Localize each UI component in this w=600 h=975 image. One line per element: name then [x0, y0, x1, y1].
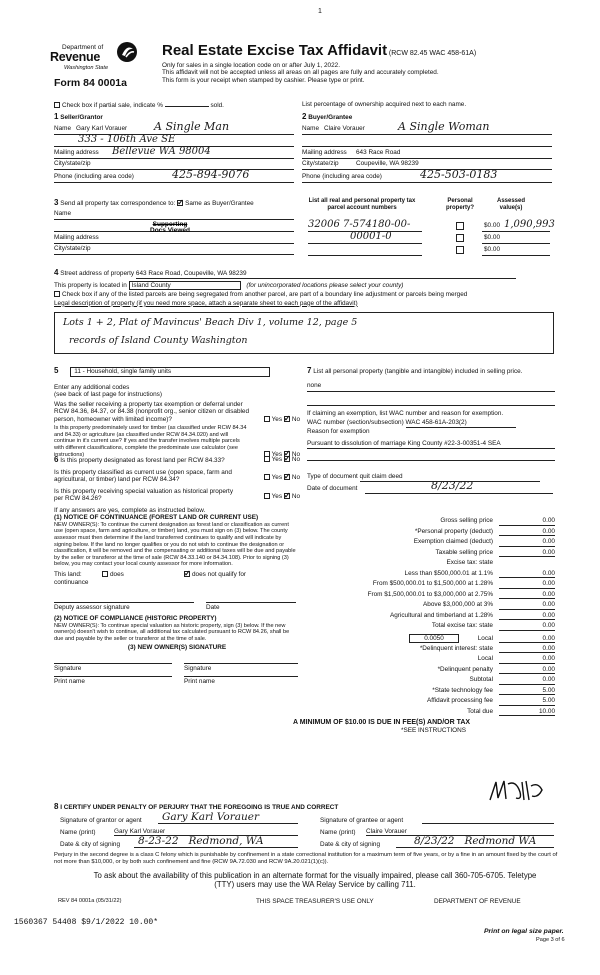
taxable-price-label: Taxable selling price — [435, 548, 493, 556]
personal-deduct-field[interactable]: 0.00 — [499, 528, 555, 537]
parcel-number-field[interactable]: 32006 7-574180-00- — [308, 219, 422, 232]
stamp-line-2: Docs Viewed — [150, 226, 190, 234]
exemption-yes-label: Yes — [271, 415, 283, 423]
seller-mailing-handwriting[interactable]: Bellevue WA 98004 — [112, 145, 211, 157]
forest-q3-yes-checkbox[interactable] — [264, 493, 270, 499]
new-owner-signature-title: (3) NEW OWNER(S) SIGNATURE — [127, 644, 227, 652]
buyer-mailing-field[interactable]: 643 Race Road — [356, 149, 401, 156]
total-excise-field[interactable]: 0.00 — [499, 622, 555, 631]
bracket-2-field[interactable]: 0.00 — [499, 580, 555, 589]
doc-date-handwriting: 8/23/22 — [431, 478, 474, 492]
forest-section — [54, 455, 300, 684]
seller-section-number: 1 — [54, 112, 59, 121]
partial-sale-label: Check box if partial sale, indicate % — [62, 102, 163, 109]
grantor-name-label: Name (print) — [60, 828, 96, 836]
segregated-label: Check box if any of the listed parcels are being segregated from another parcel, are part of a boundary line adjustment or parcels being merged — [62, 291, 468, 299]
seller-marital-handwriting: A Single Man — [154, 119, 230, 133]
bracket-3-field[interactable]: 0.00 — [499, 591, 555, 600]
legal-description-line-2: records of Island County Washington — [69, 335, 248, 346]
timber-no-label: No — [291, 450, 300, 458]
forest-q1-yes-checkbox[interactable] — [264, 456, 270, 462]
tax-row — [307, 559, 555, 570]
taxable-price-field[interactable]: 0.00 — [499, 549, 555, 558]
seller-city-label: City/state/zip — [54, 160, 91, 167]
personal-deduct-label: *Personal property (deduct) — [414, 527, 493, 535]
grantor-name-field[interactable]: Gary Karl Vorauer — [114, 828, 298, 837]
buyer-phone-handwriting[interactable]: 425-503-0183 — [420, 167, 498, 181]
tax-row — [307, 591, 555, 602]
bracket-1-label: Less than $500,000.01 at 1.1% — [404, 569, 493, 577]
interest-local-field[interactable]: 0.00 — [499, 655, 555, 664]
stamp-line-1: Supporting — [152, 220, 188, 228]
bracket-1-field[interactable]: 0.00 — [499, 570, 555, 579]
owner-print-label-2: Print name — [184, 677, 215, 685]
grantee-date-field[interactable] — [396, 836, 554, 848]
parcel-table — [302, 198, 555, 256]
interest-local-label: Local — [477, 655, 493, 662]
street-label: Street address of property — [60, 270, 135, 277]
grantee-signature-scribble-icon — [486, 778, 546, 804]
certify-number: 8 — [54, 802, 59, 811]
exemption-no-label: No — [291, 415, 300, 423]
forest-q3-no-checkbox[interactable] — [284, 493, 290, 499]
local-field[interactable]: 0.00 — [499, 635, 555, 644]
form-title: Real Estate Excise Tax Affidavit — [162, 42, 388, 59]
legal-paper-note: Print on legal size paper. — [484, 928, 564, 935]
doc-date-label: Date of document — [307, 485, 358, 493]
local-rate-field[interactable]: 0.0050 — [409, 634, 459, 644]
tax-table — [293, 517, 555, 735]
land-does-checkbox[interactable] — [102, 571, 108, 577]
treasurer-label: THIS SPACE TREASURER'S USE ONLY — [256, 898, 374, 905]
bracket-4-field[interactable]: 0.00 — [499, 601, 555, 610]
parcel-col-numbers: List all real and personal property tax parcel account numbers — [308, 198, 416, 212]
minimum-due-note: A MINIMUM OF $10.00 IS DUE IN FEE(S) AND/OR TAX — [293, 719, 471, 726]
grantee-signature-field[interactable] — [422, 813, 554, 824]
street-number: 4 — [54, 268, 59, 277]
wac-label: WAC number (section/subsection) — [307, 419, 404, 427]
forest-question-2: Is this property classified as current use (open space, farm and agricultural, or timber) land per RCW 84.34? — [54, 468, 232, 484]
street-section — [54, 268, 554, 307]
grantor-signature-label: Signature of grantor or agent — [60, 816, 142, 824]
certify-title: I CERTIFY UNDER PENALTY OF PERJURY THAT THE FOREGOING IS TRUE AND CORRECT — [60, 804, 339, 811]
perjury-text: Perjury in the second degree is a class C felony which is punishable by confinement in a state correctional institution for a maximum term of five years, or by a fine in an amount fixed by the court of not more than $10,000, or by both such confinement and fine (RCW 9A.72.030 and RCW 9A.20.021(1)(c)). — [54, 852, 558, 865]
tax-row — [307, 666, 555, 677]
exemption-no-checkbox[interactable] — [284, 416, 290, 422]
dor-logo — [50, 44, 155, 74]
forest-question-3: Is this property receiving special valuation as historical property per RCW 84.26? — [54, 487, 234, 503]
tech-fee-field[interactable]: 5.00 — [499, 687, 555, 696]
header-note-2: This affidavit will not be accepted unless all areas on all pages are fully and accurately completed. — [162, 69, 439, 77]
total-due-label: Total due — [467, 707, 493, 715]
doc-type-label: Type of document — [307, 473, 358, 481]
partial-sale-sold-label: sold. — [210, 102, 224, 109]
agricultural-field[interactable]: 0.00 — [499, 612, 555, 621]
grantor-date-field[interactable] — [134, 836, 298, 848]
buyer-phone-label: Phone (including area code) — [302, 173, 382, 180]
recording-stamp: 1560367 54408 $9/1/2022 10.00* — [14, 918, 159, 927]
grantee-name-label: Name (print) — [320, 828, 356, 836]
penalty-field[interactable]: 0.00 — [499, 666, 555, 675]
unincorporated-note: (for unincorporated locations please select your county) — [246, 281, 404, 289]
segregated-checkbox[interactable] — [54, 291, 60, 297]
seller-phone-handwriting[interactable]: 425-894-9076 — [172, 167, 250, 181]
logo-emblem-icon — [117, 42, 137, 62]
grantee-date-handwriting: 8/23/22 Redmond WA — [414, 835, 537, 848]
parcel-col-assessed: Assessed value(s) — [496, 198, 526, 212]
local-label: Local — [477, 634, 493, 642]
header-note-1: Only for sales in a single location code on or after July 1, 2022. — [162, 61, 340, 69]
tax-row — [307, 708, 555, 719]
header-note-3: This form is your receipt when stamped by cashier. Please type or print. — [162, 76, 365, 84]
bracket-2-label: From $500,000.01 to $1,500,000 at 1.28% — [372, 580, 493, 587]
notice-compliance-body: NEW OWNER(S): To continue special valuation as historic property, sign (3) below. If the new owner(s) doesn't wish to continue, all additional tax calculated pursuant to RCW 84.26, shall be due and payable by the seller or transferor at the time of sale. — [54, 622, 290, 642]
forest-q2-yes-label: Yes — [271, 473, 283, 481]
tax-row — [307, 601, 555, 612]
parcel-number-field[interactable]: 00001-0 — [308, 231, 422, 244]
forest-q2-yes-checkbox[interactable] — [264, 474, 270, 480]
land-does-label: does — [110, 570, 124, 578]
processing-fee-field[interactable]: 5.00 — [499, 697, 555, 706]
forest-instruction: If any answers are yes, complete as instructed below. — [54, 506, 206, 514]
owner-print-line-1[interactable] — [54, 672, 172, 677]
parcel-row — [302, 219, 555, 232]
legal-description-label: Legal description of property (if you need more space, attach a separate sheet to each page of the affidavit) — [54, 299, 358, 307]
forest-q1-no-label: No — [291, 456, 300, 463]
seller-name-label: Name — [54, 125, 72, 132]
personal-property-section — [307, 366, 555, 494]
deputy-signature-label: Deputy assessor signature — [54, 603, 130, 611]
same-as-buyer-label: Same as Buyer/Grantee — [185, 200, 254, 207]
reason-field[interactable] — [307, 435, 555, 449]
tax-row — [307, 580, 555, 591]
accessibility-note — [70, 871, 560, 889]
forest-q3-no-label: No — [291, 492, 300, 500]
legal-description-box[interactable] — [54, 312, 554, 354]
buyer-mailing-label: Mailing address — [302, 149, 347, 156]
owner-signature-label-1: Signature — [54, 664, 82, 672]
forest-q2-no-label: No — [291, 473, 300, 481]
exemption-deduct-field[interactable]: 0.00 — [499, 538, 555, 547]
forest-q1-no-checkbox[interactable] — [284, 456, 290, 462]
accessibility-line-1: To ask about the availability of this publication in an alternate format for the visually impaired, please call 360-705-6705. Teletype — [93, 871, 537, 880]
buyer-heading: Buyer/Grantee — [308, 114, 353, 121]
bracket-4-label: Above $3,000,000 at 3% — [423, 601, 493, 608]
same-as-buyer-checkbox[interactable] — [177, 200, 183, 206]
revision-label: REV 84 0001a (05/31/22) — [58, 898, 122, 904]
bracket-3-label: From $1,500,000.01 to $3,000,000 at 2.75% — [367, 590, 493, 598]
parcel-assessed-value: $0.00 — [484, 246, 500, 254]
additional-codes-note: (see back of last page for instructions) — [54, 391, 162, 399]
buyer-city-field[interactable]: Coupeville, WA 98239 — [356, 160, 419, 167]
corner-mark: 1 — [318, 8, 322, 15]
tax-row — [307, 645, 555, 656]
grantor-date-handwriting: 8-23-22 Redmond, WA — [138, 835, 264, 848]
parcel-personal-checkbox[interactable] — [456, 234, 464, 242]
seller-section — [54, 112, 294, 183]
tax-row — [307, 517, 555, 528]
grantor-signature-handwriting: Gary Karl Vorauer — [162, 811, 259, 824]
form-title-block — [162, 42, 562, 84]
forest-q1-yes-label: Yes — [271, 456, 283, 463]
exemption-deduct-label: Exemption claimed (deduct) — [413, 538, 493, 545]
processing-fee-label: Affidavit processing fee — [427, 697, 493, 704]
buyer-marital-handwriting: A Single Woman — [398, 119, 490, 133]
exemption-note: If claiming an exemption, list WAC number and reason for exemption. — [307, 409, 504, 417]
partial-sale-checkbox[interactable] — [54, 102, 60, 108]
owner-signature-label-2: Signature — [184, 664, 212, 672]
form-number: Form 84 0001a — [54, 77, 127, 89]
dor-label: DEPARTMENT OF REVENUE — [434, 898, 521, 905]
parcel-row — [302, 232, 552, 244]
tax-row — [307, 612, 555, 623]
gross-price-label: Gross selling price — [440, 517, 493, 524]
correspondence-name-label: Name — [54, 210, 72, 217]
correspondence-mailing-label: Mailing address — [54, 234, 99, 241]
interest-state-label: *Delinquent interest: state — [419, 644, 493, 652]
forest-q2-no-checkbox[interactable] — [284, 474, 290, 480]
forest-number: 6 — [54, 455, 59, 464]
perjury-notice — [54, 852, 558, 866]
parcel-personal-checkbox[interactable] — [456, 222, 464, 230]
correspondence-city-label: City/state/zip — [54, 245, 91, 252]
doc-date-field[interactable] — [365, 478, 553, 494]
land-use-select[interactable]: 11 - Household, single family units — [70, 367, 270, 377]
owner-print-label-1: Print name — [54, 677, 85, 685]
wac-field[interactable]: WAC 458-61A-203(2) — [406, 419, 516, 428]
correspondence-number: 3 — [54, 198, 59, 207]
personal-property-value: none — [307, 382, 322, 389]
use-section — [54, 366, 300, 458]
legal-description-line-1: Lots 1 + 2, Plat of Mavincus' Beach Div 1, volume 12, page 5 — [63, 317, 358, 328]
tax-row — [307, 697, 555, 708]
subtotal-field[interactable]: 0.00 — [499, 676, 555, 685]
tax-row — [307, 622, 555, 633]
parcel-col-personal: Personal property? — [445, 198, 474, 212]
reason-label: Reason for exemption — [307, 427, 370, 435]
this-land-label: This land: — [54, 570, 82, 578]
buyer-city-label: City/state/zip — [302, 160, 339, 167]
subtotal-label: Subtotal — [469, 676, 493, 683]
logo-dept-text: Department of — [62, 44, 104, 51]
owner-signature-line-1[interactable] — [54, 656, 172, 664]
tax-row — [307, 570, 555, 581]
exemption-yes-checkbox[interactable] — [264, 416, 270, 422]
personal-property-field[interactable] — [307, 378, 555, 392]
parcel-personal-checkbox[interactable] — [456, 246, 464, 254]
parcel-assessed-handwriting: 1,090,993 — [504, 219, 555, 231]
total-excise-label: Total excise tax: state — [431, 622, 493, 629]
parcel-assessed-field[interactable] — [482, 232, 550, 244]
use-number: 5 — [54, 366, 59, 375]
owner-print-line-2[interactable] — [184, 672, 298, 677]
gross-price-field[interactable]: 0.00 — [499, 517, 555, 526]
parcel-assessed-value: $0.00 — [484, 234, 500, 242]
timber-question: Is this property predominately used for timber (as classified under RCW 84.34 and 84.33) or agriculture (as classified under RCW 84.34.020) and will continue in it's current use? If yes and the transfer involves multiple parcels with different classifications, complete the predominate use calculator (see instructions) — [54, 425, 247, 458]
personal-property-label: List all personal property (tangible and intangible) included in selling price. — [313, 368, 523, 375]
deputy-date-label: Date — [206, 603, 220, 611]
parcel-assessed-field[interactable] — [482, 219, 555, 232]
excise-tax-label: Excise tax: state — [446, 559, 493, 566]
located-label: This property is located in — [54, 281, 127, 289]
buyer-section-number: 2 — [302, 112, 307, 121]
deputy-date-line[interactable] — [206, 595, 296, 603]
seller-address-handwriting: 333 - 106th Ave SE — [78, 133, 176, 145]
buyer-section — [302, 112, 552, 183]
notice-continuance-title: (1) NOTICE OF CONTINUANCE (FOREST LAND OR CURRENT USE) — [54, 514, 259, 522]
land-does-not-label: does not qualify for — [192, 570, 246, 578]
penalty-label: *Delinquent penalty — [437, 665, 493, 673]
deputy-signature-line[interactable] — [54, 595, 194, 603]
tax-row — [307, 538, 555, 549]
forest-question-1: Is this property designated as forest land per RCW 84.33? — [60, 457, 225, 464]
page-number: Page 3 of 6 — [536, 937, 565, 943]
see-instructions-note: *SEE INSTRUCTIONS — [401, 727, 466, 735]
logo-state-text: Washington State — [64, 65, 109, 71]
parcel-row — [302, 244, 552, 256]
seller-name-field[interactable]: Gary Karl Vorauer — [76, 125, 128, 132]
form-rcw: (RCW 82.45 WAC 458-61A) — [388, 50, 477, 57]
ownership-note: List percentage of ownership acquired next to each name. — [302, 101, 467, 108]
accessibility-line-2: (TTY) users may use the WA Relay Service by calling 711. — [214, 880, 416, 890]
county-select[interactable]: Island County — [129, 281, 241, 291]
seller-phone-label: Phone (including area code) — [54, 173, 134, 180]
tax-row — [307, 687, 555, 698]
continuance-label: continuance — [54, 578, 89, 586]
grantee-name-field[interactable]: Claire Vorauer — [366, 828, 554, 837]
tax-row — [307, 655, 555, 666]
interest-state-field[interactable]: 0.00 — [499, 645, 555, 654]
personal-number: 7 — [307, 366, 312, 375]
forest-q3-yes-label: Yes — [271, 492, 283, 500]
total-due-field[interactable]: 10.00 — [499, 708, 555, 717]
correspondence-label: Send all property tax correspondence to: — [60, 200, 176, 207]
parcel-assessed-field[interactable] — [482, 244, 550, 256]
tax-row — [307, 528, 555, 539]
tax-row — [307, 633, 555, 645]
doc-type-field[interactable]: quit claim deed — [360, 473, 540, 482]
parcel-number-field[interactable] — [308, 246, 422, 256]
correspondence-section — [54, 198, 294, 255]
timber-yes-label: Yes — [271, 450, 283, 458]
seller-heading: Seller/Grantor — [60, 114, 103, 121]
tech-fee-label: *State technology fee — [432, 686, 493, 694]
notice-compliance-title: (2) NOTICE OF COMPLIANCE (HISTORIC PROPERTY) — [54, 614, 217, 622]
grantor-signature-field[interactable] — [158, 813, 298, 824]
parcel-assessed-value: $0.00 — [484, 222, 500, 230]
buyer-name-field[interactable]: Claire Vorauer — [324, 125, 365, 132]
reason-value: Pursuant to dissolution of marriage King County #22-3-00351-4 SEA — [307, 439, 501, 447]
certification-section — [54, 802, 556, 852]
land-does-not-checkbox[interactable] — [184, 571, 190, 577]
grantor-date-label: Date & city of signing — [60, 840, 121, 848]
owner-signature-line-2[interactable] — [184, 656, 298, 664]
grantee-date-label: Date & city of signing — [320, 840, 381, 848]
seller-mailing-label: Mailing address — [54, 149, 99, 156]
notice-continuance-body: NEW OWNER(S): To continue the current designation as forest land or classification as current use (open space, farm and agriculture, or timber) land, you must sign on (3) below. The county assessor must then determine if the land transferred continues to qualify and will indicate by signing below. If the land no longer qualifies or you do not wish to continue the designation or classification, it will be removed and the compensating or additional taxes will be due and payable by the seller or transferor at the time of sale (RCW 84.33.140 or 84.34.108). Prior to signing (3) below, you may contact your local county assessor for more information. — [54, 521, 296, 568]
additional-codes-label: Enter any additional codes — [54, 383, 130, 391]
agricultural-label: Agricultural and timberland at 1.28% — [389, 611, 493, 619]
partial-sale-percent-field[interactable] — [165, 101, 209, 107]
buyer-name-label: Name — [302, 125, 320, 132]
tax-row — [307, 676, 555, 687]
logo-revenue-text: Revenue — [50, 50, 101, 64]
grantee-signature-label: Signature of grantee or agent — [320, 816, 404, 824]
street-address-field[interactable]: 643 Race Road, Coupeville, WA 98239 — [136, 270, 516, 279]
tax-row — [307, 549, 555, 560]
exemption-question: Was the seller receiving a property tax exemption or deferral under RCW 84.36, 84.37, or 84.38 (nonprofit org., senior citizen or disabled person, homeowner with limited income)? — [54, 400, 250, 423]
partial-sale-row — [54, 101, 224, 110]
